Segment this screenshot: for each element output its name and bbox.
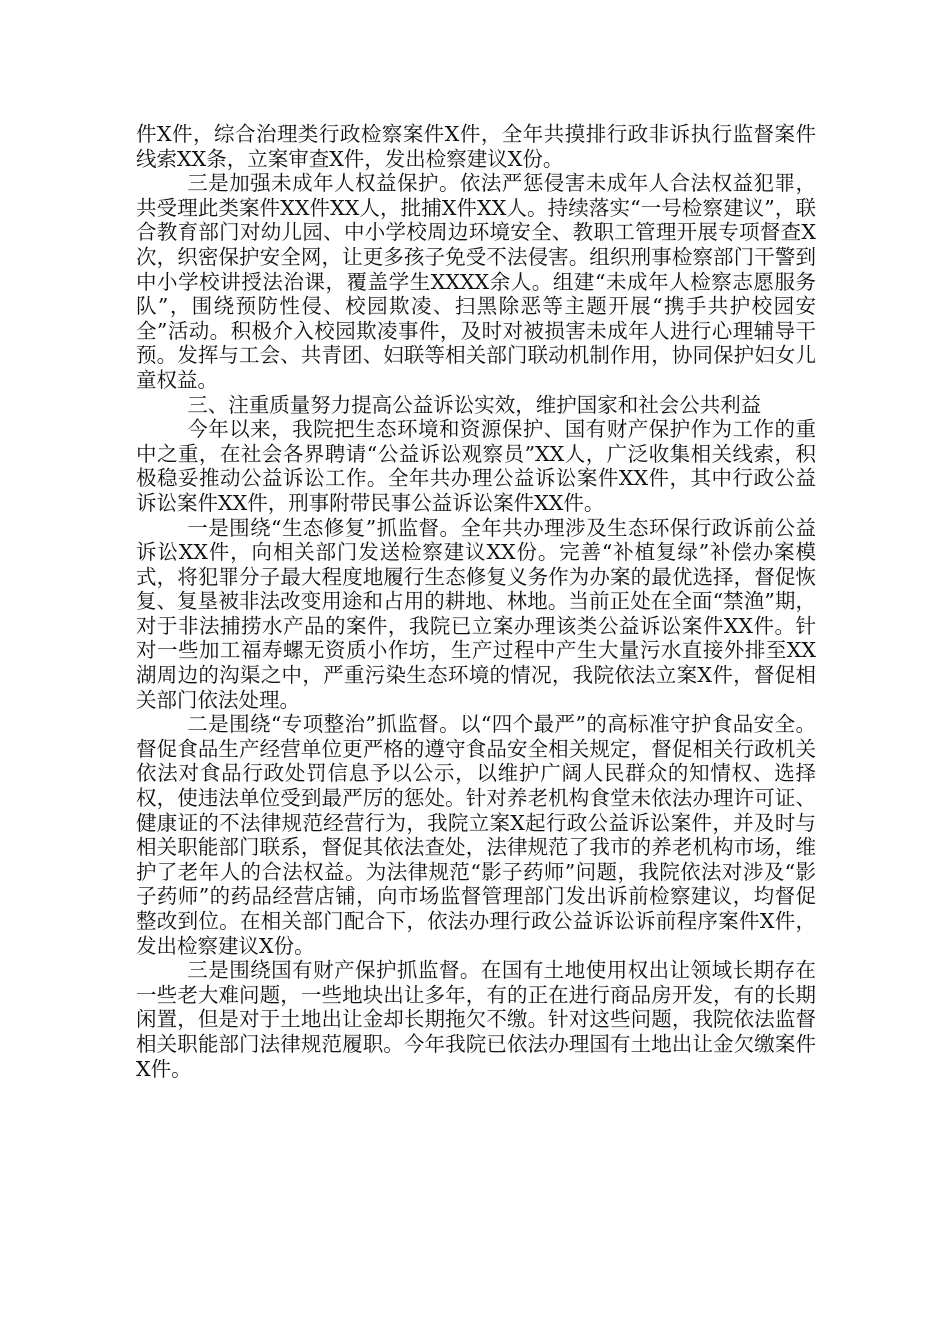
document-page bbox=[136, 122, 816, 1081]
section-heading-public-interest: 三、注重质量努力提高公益诉讼实效，维护国家和社会公共利益 bbox=[187, 392, 762, 417]
paragraph-state-property: 三是围绕国有财产保护抓监督。在国有土地使用权出让领域长期存在一些老大难问题，一些地块出让多年，有的正在进行商品房开发，有的长期闲置，但是对于土地出让金却长期拖欠不缴。针对这些问题，我院依法监督相关职能部门法律规范履职。今年我院已依法办理国有土地出让金欠缴案件X件。 bbox=[136, 958, 816, 1081]
paragraph-special-rectification: 二是围绕“专项整治”抓监督。以“四个最严”的高标准守护食品安全。督促食品生产经营单位更严格的遵守食品安全相关规定，督促相关行政机关依法对食品行政处罚信息予以公示，以维护广阔人民群众的知情权、选择权，使违法单位受到最严厉的惩处。针对养老机构食堂未依法办理许可证、健康证的不法律规范经营行为，我院立案X起行政公益诉讼案件，并及时与相关职能部门联系，督促其依法查处，法律规范了我市的养老机构市场，维护了老年人的合法权益。为法律规范“影子药师”问题，我院依法对涉及“影子药师”的药品经营店铺，向市场监督管理部门发出诉前检察建议，均督促整改到位。在相关部门配合下，依法办理行政公益诉讼诉前程序案件X件，发出检察建议X份。 bbox=[136, 712, 816, 958]
paragraph-continuation: 件X件，综合治理类行政检察案件X件，全年共摸排行政非诉执行监督案件线索XX条，立案审查X件，发出检察建议X份。 bbox=[136, 122, 816, 171]
paragraph-public-interest-overview: 今年以来，我院把生态环境和资源保护、国有财产保护作为工作的重中之重，在社会各界聘请“公益诉讼观察员”XX人，广泛收集相关线索，积极稳妥推动公益诉讼工作。全年共办理公益诉讼案件XX件，其中行政公益诉讼案件XX件，刑事附带民事公益诉讼案件XX件。 bbox=[136, 417, 816, 515]
paragraph-ecological-restoration: 一是围绕“生态修复”抓监督。全年共办理涉及生态环保行政诉前公益诉讼XX件，向相关部门发送检察建议XX份。完善“补植复绿”补偿办案模式，将犯罪分子最大程度地履行生态修复义务作为办案的最优选择，督促恢复、复垦被非法改变用途和占用的耕地、林地。当前正处在全面“禁渔”期，对于非法捕捞水产品的案件，我院已立案办理该类公益诉讼案件XX件。针对一些加工福寿螺无资质小作坊，生产过程中产生大量污水直接外排至XX湖周边的沟渠之中，严重污染生态环境的情况，我院依法立案X件，督促相关部门依法处理。 bbox=[136, 515, 816, 712]
paragraph-minor-protection: 三是加强未成年人权益保护。依法严惩侵害未成年人合法权益犯罪，共受理此类案件XX件XX人，批捕X件XX人。持续落实“一号检察建议”，联合教育部门对幼儿园、中小学校周边环境安全、教职工管理开展专项督查X次，织密保护安全网，让更多孩子免受不法侵害。组织刑事检察部门干警到中小学校讲授法治课，覆盖学生XXXX余人。组建“未成年人检察志愿服务队”，围绕预防性侵、校园欺凌、扫黑除恶等主题开展“携手共护校园安全”活动。积极介入校园欺凌事件，及时对被损害未成年人进行心理辅导干预。发挥与工会、共青团、妇联等相关部门联动机制作用，协同保护妇女儿童权益。 bbox=[136, 171, 816, 392]
